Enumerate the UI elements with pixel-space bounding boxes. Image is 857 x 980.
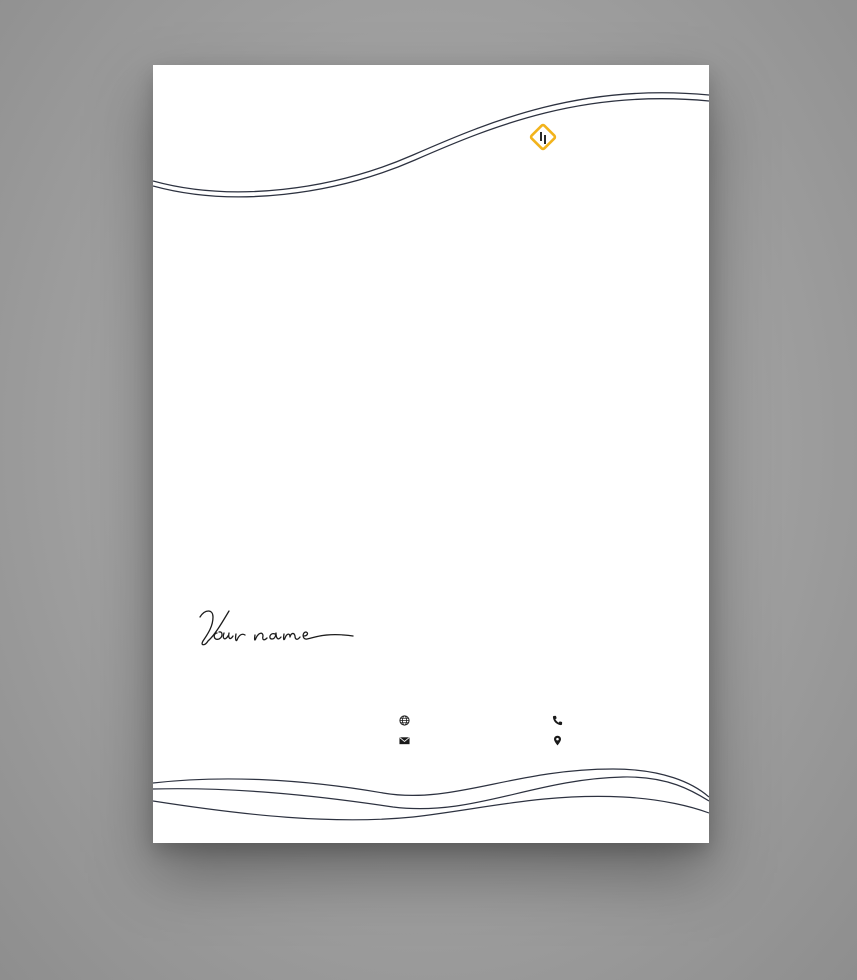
diamond-logo-icon bbox=[528, 122, 558, 152]
letterhead-page bbox=[153, 65, 709, 843]
phone-icon bbox=[552, 715, 563, 726]
location-pin-icon bbox=[552, 735, 563, 746]
handwritten-signature bbox=[193, 605, 368, 659]
globe-icon bbox=[399, 715, 410, 726]
envelope-icon bbox=[399, 735, 410, 746]
top-wave-decoration bbox=[153, 65, 709, 205]
company-logo bbox=[528, 122, 566, 152]
bottom-wave-decoration bbox=[153, 765, 709, 843]
footer-address bbox=[552, 735, 571, 746]
footer-website bbox=[399, 715, 418, 726]
footer-mail bbox=[399, 735, 418, 746]
footer-phone bbox=[552, 715, 571, 726]
